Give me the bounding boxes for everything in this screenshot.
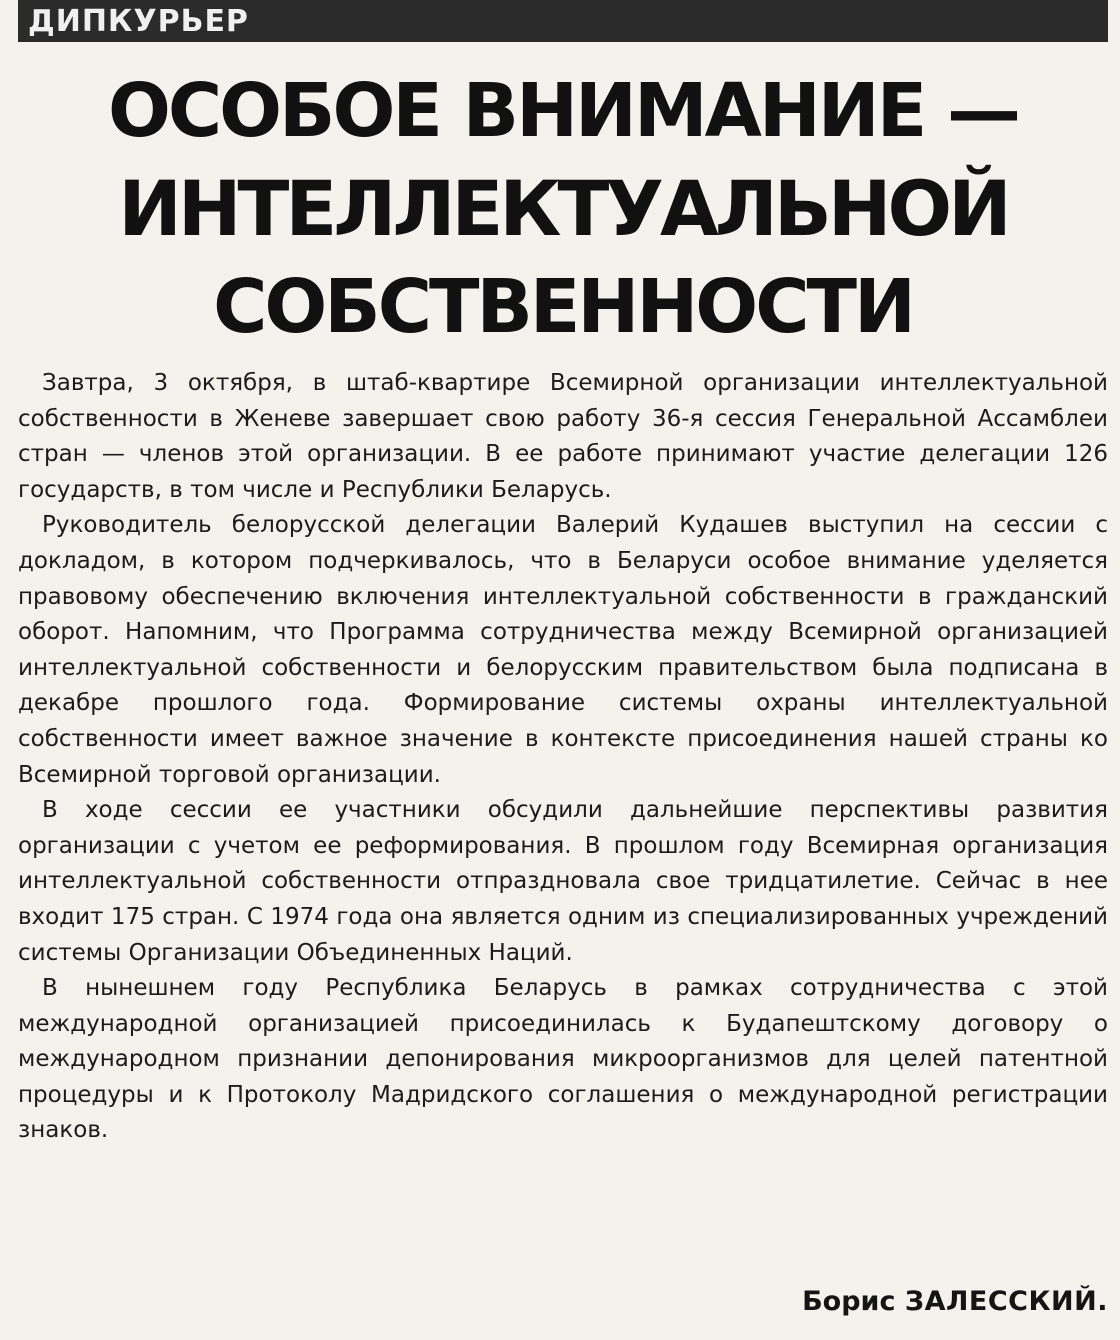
paragraph-4: В нынешнем году Республика Беларусь в рамках сотрудничества с этой международной организацией присоединилась к Будапештскому договору о международном признании депонирования микроорганизмов для целей патентной процедуры и к Протоколу Мадридского соглашения о международной регистрации знаков. (18, 975, 1108, 1144)
headline-line-2: ИНТЕЛЛЕКТУАЛЬНОЙ (118, 164, 1008, 253)
paragraph-1: Завтра, 3 октября, в штаб-квартире Всемирной организации интеллектуальной собственности в Женеве завершает свою работу 36-я сессия Генеральной Ассамблеи стран — членов этой организации. В ее работе принимают участие делегации 126 государств, в том числе и Республики Беларусь. (18, 370, 1108, 503)
rubric-bar (18, 0, 1108, 42)
article-body (18, 366, 1108, 1149)
byline (802, 1286, 1108, 1317)
rubric-label: ДИПКУРЬЕР (28, 4, 249, 39)
headline-line-1: ОСОБОЕ ВНИМАНИЕ — (107, 68, 1019, 154)
paragraph-3: В ходе сессии ее участники обсудили дальнейшие перспективы развития организации с учетом ее реформирования. В прошлом году Всемирная организация интеллектуальной собственности отпраздновала свое тридцатилетие. Сейчас в нее входит 175 стран. С 1974 года она является одним из специализированных учреждений системы Организации Объединенных Наций. (18, 797, 1108, 966)
headline (18, 62, 1108, 356)
byline-first-name: Борис (802, 1286, 896, 1317)
byline-last-name: ЗАЛЕССКИЙ. (904, 1286, 1108, 1317)
paragraph-2: Руководитель белорусской делегации Валерий Кудашев выступил на сессии с докладом, в котором подчеркивалось, что в Беларуси особое внимание уделяется правовому обеспечению включения интеллектуальной собственности в гражданский оборот. Напомним, что Программа сотрудничества между Всемирной организацией интеллектуальной собственности и белорусским правительством была подписана в декабре прошлого года. Формирование системы охраны интеллектуальной собственности имеет важное значение в контексте присоединения нашей страны ко Всемирной торговой организации. (18, 512, 1108, 788)
headline-line-3: СОБСТВЕННОСТИ (213, 264, 913, 350)
